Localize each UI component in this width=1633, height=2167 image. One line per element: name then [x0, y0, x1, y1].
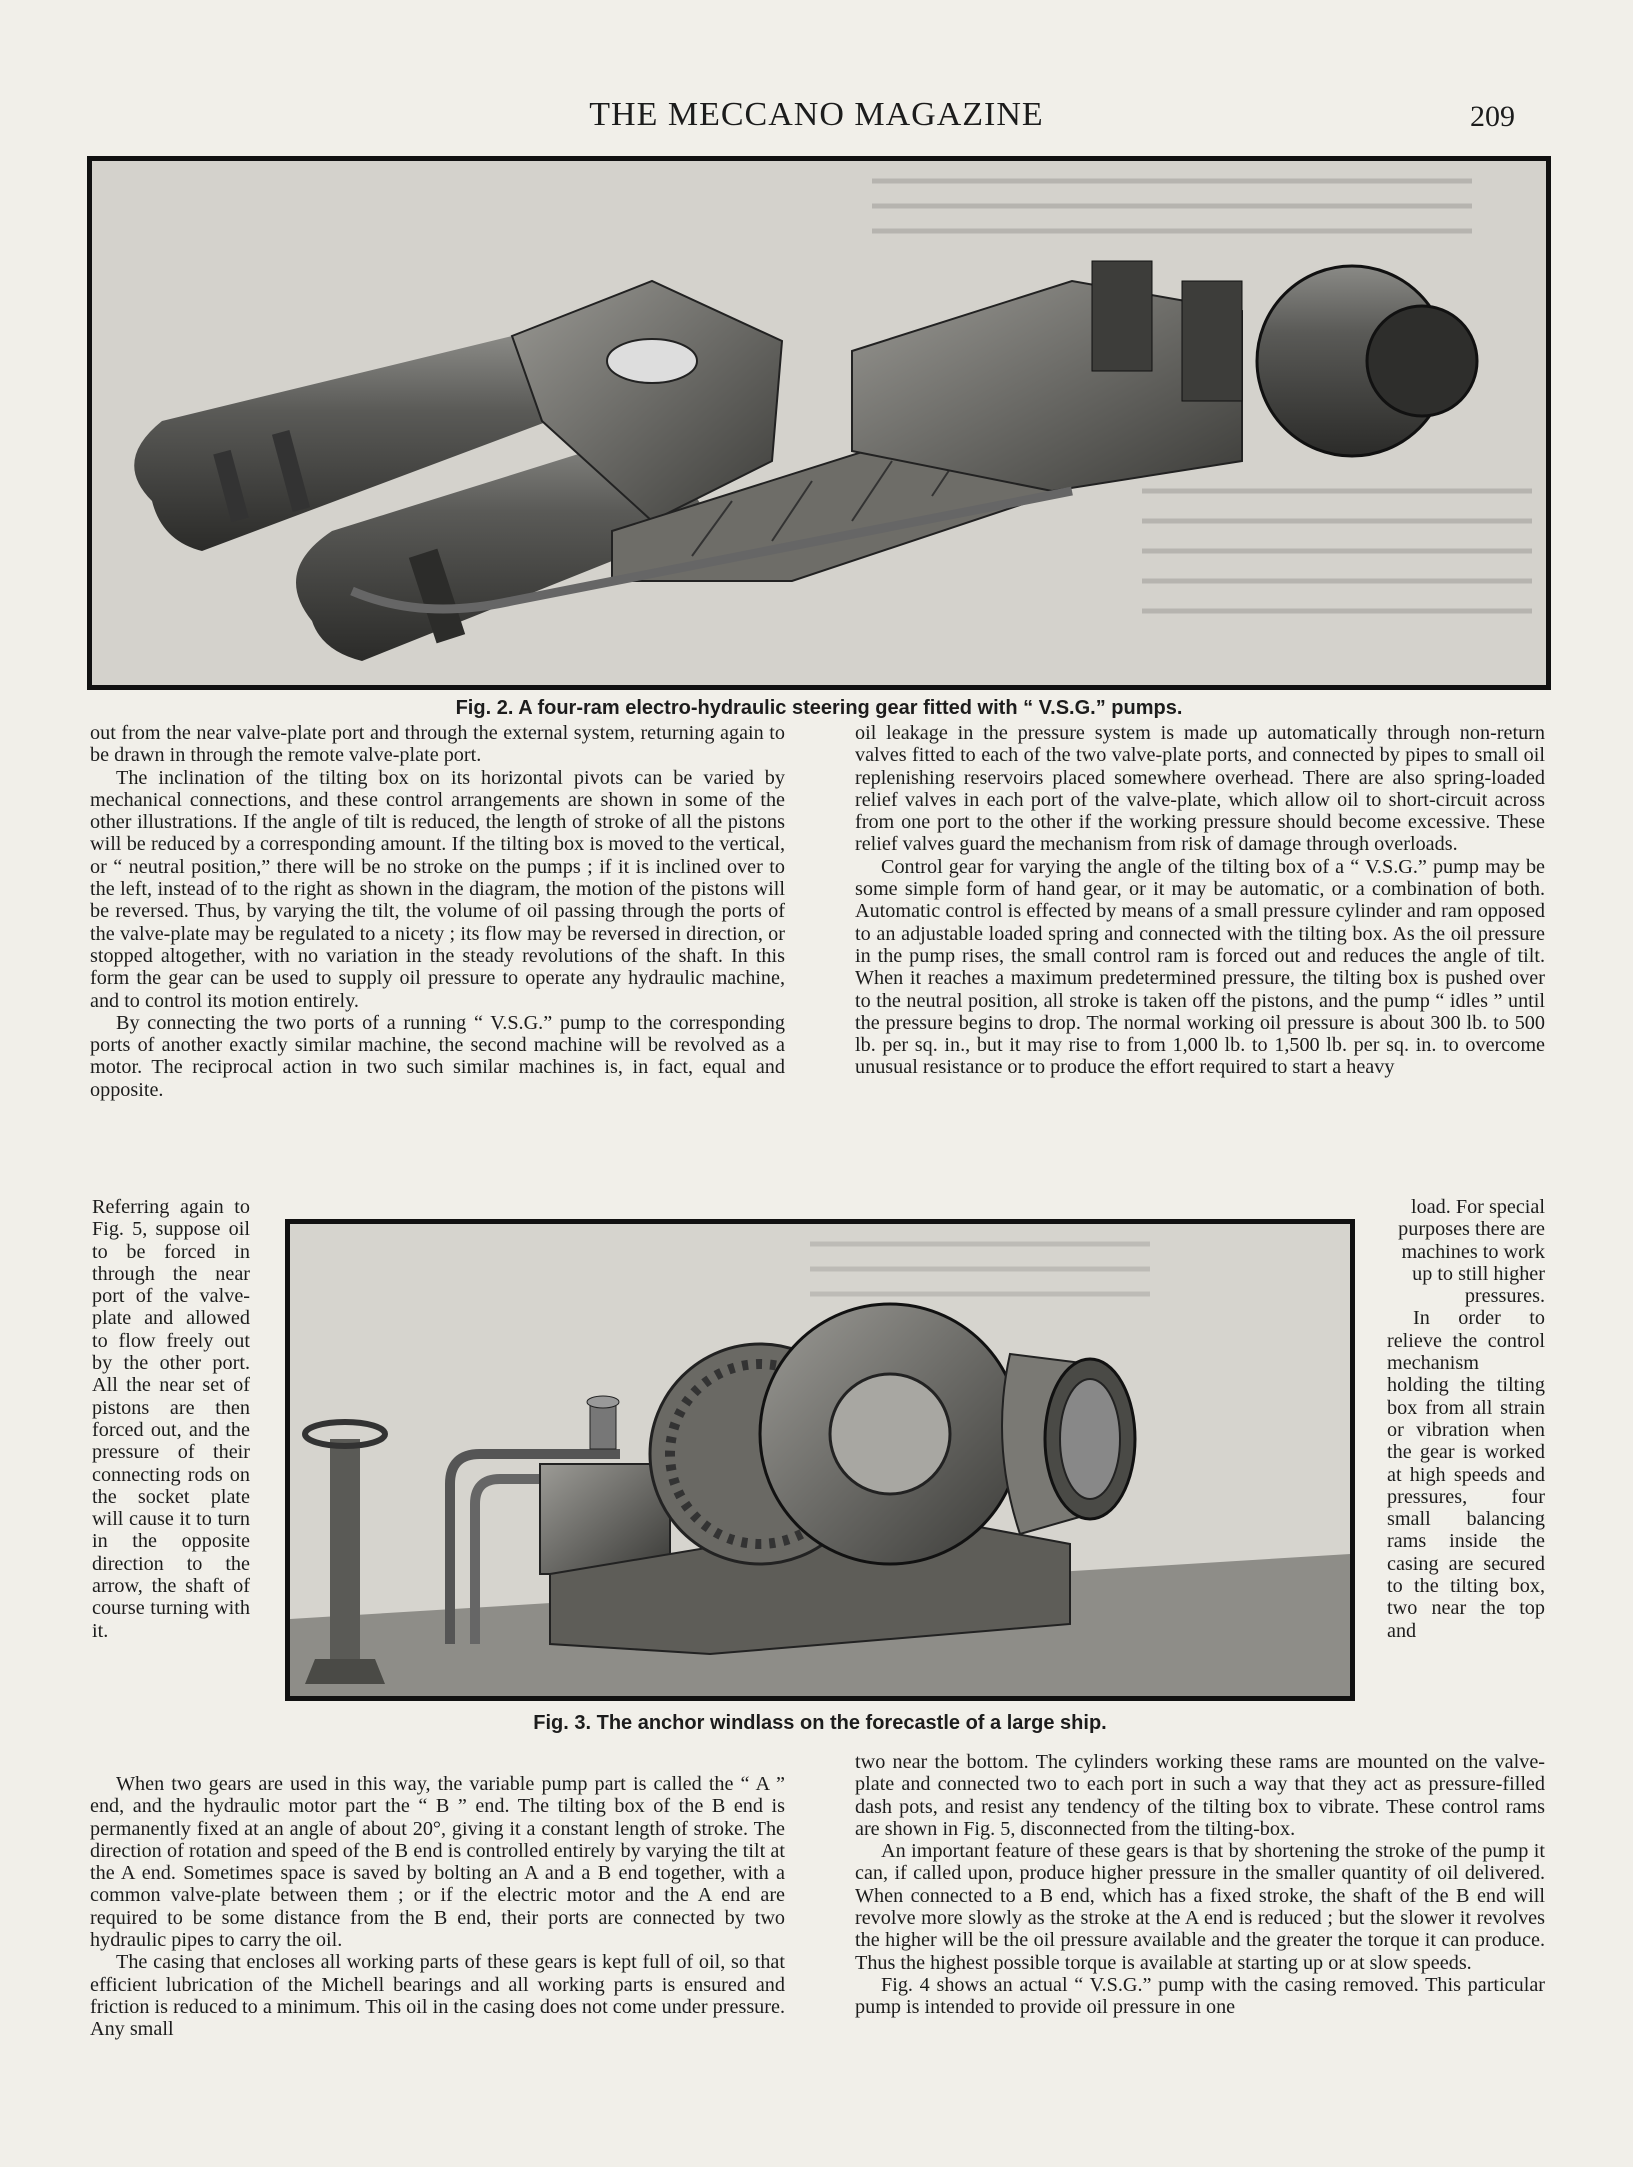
- paragraph: When two gears are used in this way, the variable pump part is called the “ A ” end, and the hydraulic motor part the “ B ” end. The tilting box of the B end is permanently fixed at an angle of about 20°, giving it a constant length of stroke. The direction of rotation and speed of the B end is controlled entirely by varying the tilt at the A end. Sometimes space is saved by bolting an A and a B end together, with a common valve-plate between them ; or if the electric motor and the A end are required to be some distance from the B end, their ports are connected by two hydraulic pipes to carry the oil.: [90, 1773, 785, 1952]
- figure-2-image: [87, 156, 1551, 690]
- paragraph: In order to relieve the control mechanism holding the tilting box from all strain or vibration when the gear is worked at high speeds and pressures, four small balancing rams inside the casing are secured to the tilting box, two near the top and: [1387, 1307, 1545, 1642]
- paragraph: By connecting the two ports of a running “ V.S.G.” pump to the corresponding ports of another exactly similar machine, the second machine will be revolved as a motor. The reciprocal action in two such similar machines is, in fact, equal and opposite.: [90, 1011, 785, 1101]
- figure-2-caption: Fig. 2. A four-ram electro-hydraulic steering gear fitted with “ V.S.G.” pumps.: [455, 697, 1183, 719]
- paragraph: Referring again to Fig. 5, suppose oil to be forced in through the near port of the valve-plate and allowed to flow freely out by the other port. All the near set of pistons are then forced out, and the pressure of their connecting rods on the socket plate will cause it to turn in the opposite direction to the arrow, the shaft of course turning with it.: [92, 1196, 250, 1642]
- paragraph: two near the bottom. The cylinders working these rams are mounted on the valve-plate and connected two to each port in such a way that they act as pressure-filled dash pots, and resist any tendency of the tilting box to vibrate. These control rams are shown in Fig. 5, disconnected from the tilting-box.: [855, 1751, 1545, 1840]
- column-2-bottom: [855, 1751, 1545, 2019]
- paragraph: An important feature of these gears is that by shortening the stroke of the pump it can, if called upon, produce higher pressure in the smaller quantity of oil delivered. When connected to a B end, which has a fixed stroke, the shaft of the B end will revolve more slowly as the stroke at the A end is reduced ; but the slower it revolves the higher will be the oil pressure available and the greater the torque it can produce. Thus the highest possible torque is available at starting up or at slow speeds.: [855, 1840, 1545, 1974]
- narrow-left-column: [92, 1196, 250, 1642]
- paragraph: The casing that encloses all working parts of these gears is kept full of oil, so that efficient lubrication of the Michell bearings and all working parts is ensured and friction is reduced to a minimum. This oil in the casing does not come under pressure. Any small: [90, 1951, 785, 2041]
- paragraph: Control gear for varying the angle of the tilting box of a “ V.S.G.” pump may be some simple form of hand gear, or it may be automatic, or a combination of both. Automatic control is effected by means of a small pressure cylinder and ram opposed to an adjustable loaded spring and connected with the tilting box. As the oil pressure in the pump rises, the small control ram is forced out and reduces the angle of tilt. When it reaches a maximum predetermined pressure, the tilting box is pushed over to the neutral position, all stroke is taken off the pistons, and the pump “ idles ” until the pressure begins to drop. The normal working oil pressure is about 300 lb. to 500 lb. per sq. in., but it may rise to from 1,000 lb. to 1,500 lb. per sq. in. to overcome unusual resistance or to produce the effort required to start a heavy: [855, 855, 1545, 1079]
- column-1-bottom: [90, 1773, 785, 2041]
- anchor-windlass-illustration: [290, 1224, 1350, 1696]
- narrow-right-column: [1387, 1196, 1545, 1642]
- paragraph: load. For special purposes there are machines to work up to still higher pressures.: [1398, 1196, 1545, 1308]
- column-1-top: [90, 722, 785, 1101]
- column-2-top: [855, 722, 1545, 1079]
- page-number: 209: [1470, 100, 1515, 133]
- figure-3-caption: Fig. 3. The anchor windlass on the forecastle of a large ship.: [533, 1712, 1107, 1734]
- figure-3-image: [285, 1219, 1355, 1701]
- paragraph: oil leakage in the pressure system is made up automatically through non-return valves fitted to each of the two valve-plate ports, and connected by pipes to small oil replenishing reservoirs placed somewhere overhead. There are also spring-loaded relief valves in each port of the valve-plate, which allow oil to short-circuit across from one port to the other if the working pressure should become excessive. These relief valves guard the mechanism from risk of damage through overloads.: [855, 722, 1545, 856]
- paragraph: The inclination of the tilting box on its horizontal pivots can be varied by mechanical connections, and these control arrangements are shown in some of the other illustrations. If the angle of tilt is reduced, the length of stroke of all the pistons will be reduced by a corresponding amount. If the tilting box is moved to the vertical, or “ neutral position,” there will be no stroke on the pumps ; if it is inclined over to the left, instead of to the right as shown in the diagram, the motion of the pistons will be reversed. Thus, by varying the tilt, the volume of oil passing through the ports of the valve-plate may be regulated to a nicety ; its flow may be reversed in direction, or stopped altogether, with no variation in the steady revolutions of the shaft. In this form the gear can be used to supply oil pressure to operate any hydraulic machine, and to control its motion entirely.: [90, 766, 785, 1012]
- paragraph: out from the near valve-plate port and through the external system, returning again to be drawn in through the remote valve-plate port.: [90, 722, 785, 767]
- magazine-title: THE MECCANO MAGAZINE: [589, 96, 1044, 133]
- paragraph: Fig. 4 shows an actual “ V.S.G.” pump with the casing removed. This particular pump is intended to provide oil pressure in one: [855, 1973, 1545, 2019]
- steering-gear-illustration: [92, 161, 1546, 685]
